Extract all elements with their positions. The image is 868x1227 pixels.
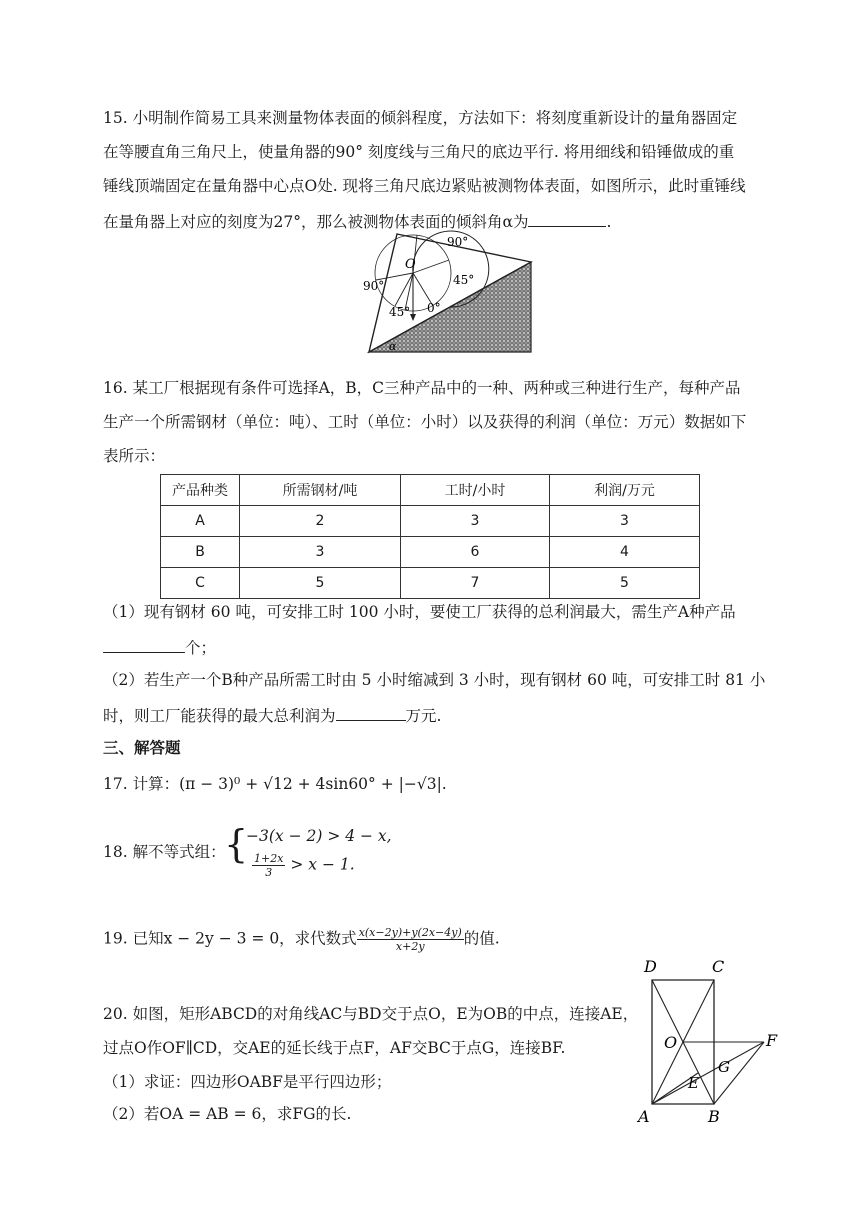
q20-part-2: （2）若OA = AB = 6，求FG的长.	[103, 1105, 352, 1123]
label-D: D	[644, 957, 657, 976]
q18-ineq2-rest: > x − 1.	[290, 855, 355, 874]
q15-line-2: 在等腰直角三角尺上，使量角器的90° 刻度线与三角尺的底边平行. 将用细线和铅锤做成的重	[103, 143, 735, 161]
label-G: G	[718, 1058, 730, 1076]
table-row	[161, 537, 700, 568]
q20-line-1: 20. 如图，矩形ABCD的对角线AC与BD交于点O，E为OB的中点，连接AE，	[103, 1005, 639, 1023]
q20-line-2: 过点O作OF∥CD，交AE的延长线于点F，AF交BC于点G，连接BF.	[103, 1039, 566, 1057]
q18-inequality-1: −3(x − 2) > 4 − x,	[246, 827, 392, 845]
q20-part-1: （1）求证：四边形OABF是平行四边形；	[103, 1073, 392, 1091]
table-cell: 2	[240, 506, 401, 537]
table-row	[161, 506, 700, 537]
section-3-title: 三、解答题	[103, 739, 181, 757]
q15-line-1: 15. 小明制作简易工具来测量物体表面的倾斜程度，方法如下：将刻度重新设计的量角器固定	[103, 109, 738, 127]
q19-frac-den: x+2y	[395, 940, 425, 953]
q17-text: 17. 计算：(π − 3)⁰ + √12 + 4sin60° + |−√3|.	[103, 775, 447, 793]
table-cell: 3	[240, 537, 401, 568]
q16-part1-end: 个；	[185, 639, 217, 657]
table-cell: 6	[401, 537, 550, 568]
table-cell: 5	[550, 568, 700, 599]
q15-line-3: 锤线顶端固定在量角器中心点O处. 现将三角尺底边紧贴被测物体表面，如图所示，此时重锤线	[103, 177, 746, 195]
q18-brace: {	[224, 822, 249, 866]
q19-prefix: 19. 已知x − 2y − 3 = 0，求代数式	[103, 929, 357, 948]
q16-data-table	[160, 474, 700, 599]
label-45-right: 45°	[453, 273, 475, 287]
label-C: C	[712, 957, 725, 976]
q19-fraction	[357, 926, 464, 953]
q19-frac-num: x(x−2y)+y(2x−4y)	[358, 926, 462, 939]
q16-part2-line-1: （2）若生产一个B种产品所需工时由 5 小时缩减到 3 小时，现有钢材 60 吨，可安排工时 81 小	[103, 671, 766, 689]
label-90-top: 90°	[447, 235, 469, 249]
q19-suffix: 的值.	[463, 929, 500, 948]
label-alpha: α	[389, 340, 397, 353]
label-F: F	[766, 1031, 778, 1050]
table-header-cell: 产品种类	[161, 475, 240, 506]
q18-fraction	[252, 852, 285, 879]
label-0: 0°	[427, 301, 441, 315]
q15-line-4-text: 在量角器上对应的刻度为27°，那么被测物体表面的倾斜角α为	[103, 213, 529, 231]
q18-frac-num: 1+2x	[254, 852, 284, 865]
table-cell: 3	[550, 506, 700, 537]
q18-prefix: 18. 解不等式组：	[103, 843, 226, 861]
q16-line-3: 表所示：	[103, 447, 166, 465]
q16-part1-line-1: （1）现有钢材 60 吨，可安排工时 100 小时，要使工厂获得的总利润最大，需生产A种产品	[103, 603, 736, 621]
q16-line-2: 生产一个所需钢材（单位：吨）、工时（单位：小时）以及获得的利润（单位：万元）数据如下	[103, 413, 747, 431]
q16-part2-end: 万元.	[405, 707, 442, 725]
table-cell: 5	[240, 568, 401, 599]
label-O: O	[664, 1033, 678, 1052]
table-header-row	[161, 475, 700, 506]
q18-inequality-2	[252, 852, 355, 879]
label-E: E	[688, 1074, 699, 1092]
q16-part2-start: 时，则工厂能获得的最大总利润为	[103, 707, 336, 725]
q16-line-1: 16. 某工厂根据现有条件可选择A，B，C三种产品中的一种、两种或三种进行生产，每种产品	[103, 379, 741, 397]
table-cell: B	[161, 537, 240, 568]
label-B: B	[708, 1107, 720, 1126]
table-header-cell: 工时/小时	[401, 475, 550, 506]
q20-rectangle-figure	[632, 954, 782, 1132]
label-90-left: 90°	[363, 279, 385, 293]
q19-line	[103, 926, 500, 953]
label-A: A	[638, 1107, 650, 1126]
table-header-cell: 利润/万元	[550, 475, 700, 506]
q16-part1-line-2	[103, 636, 216, 658]
table-cell: 4	[550, 537, 700, 568]
table-cell: 7	[401, 568, 550, 599]
q15-answer-blank[interactable]	[528, 210, 606, 227]
label-O: O	[405, 257, 416, 272]
q15-line-4-end: .	[606, 213, 612, 231]
q18-frac-den: 3	[265, 866, 273, 879]
q15-protractor-figure	[355, 228, 555, 356]
q16-part2-line-2	[103, 704, 441, 726]
label-45-bottom: 45°	[389, 305, 411, 319]
q16-part1-answer-blank[interactable]	[103, 636, 185, 653]
table-cell: 3	[401, 506, 550, 537]
table-cell: A	[161, 506, 240, 537]
q16-part2-answer-blank[interactable]	[336, 704, 406, 721]
table-cell: C	[161, 568, 240, 599]
table-row	[161, 568, 700, 599]
table-header-cell: 所需钢材/吨	[240, 475, 401, 506]
